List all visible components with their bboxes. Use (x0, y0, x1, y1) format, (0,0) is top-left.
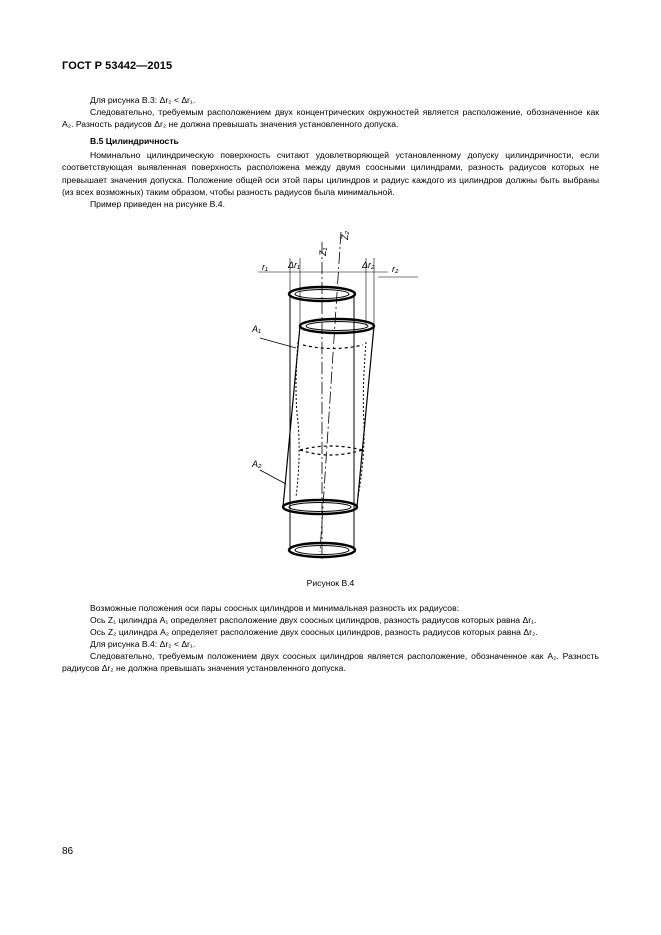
text-block-bottom (62, 602, 599, 675)
paragraph: Следовательно, требуемым положением двух соосных цилиндров является расположение, обозначенное как A₂. Разность радиусов Δr₂ не должна превышать значения установленного допуска. (62, 651, 599, 674)
a2-top-ellipse-inner (306, 322, 368, 331)
label-dr1: Δr₁ (288, 260, 300, 270)
label-a1: A₁ (252, 324, 261, 334)
document-header: ГОСТ Р 53442—2015 (62, 60, 173, 72)
cylinder-drawing (238, 222, 438, 567)
section-heading: В.5 Цилиндричность (90, 136, 179, 147)
leader-a1 (260, 338, 296, 348)
axis-z2 (320, 232, 341, 552)
paragraph: Номинально цилиндрическую поверхность считают удовлетворяющей установленному допуску цилиндричности, если соответствующая выявленная поверхность расположена между двумя соосными цилиндрами, разность радиусов которых не превышает значения допуска. Положение общей оси этой пары цилиндров и радиус каждого из цилиндров должны быть выбраны (из всех возможных) таким образом, чтобы разность радиусов была минимальной. (62, 150, 599, 197)
paragraph: Для рисунка В.4: Δr₂ < Δr₁. (90, 639, 196, 650)
label-r1: r₁ (262, 262, 268, 272)
surface-lower-section-back (300, 446, 362, 450)
label-z2: Z₂ (340, 231, 350, 240)
paragraph: Ось Z₂ цилиндра A₂ определяет расположение двух соосных цилиндров, разность радиусов которых равна Δr₂. (90, 627, 538, 638)
text-block-top (62, 94, 599, 210)
paragraph: Следовательно, требуемым расположением двух концентрических окружностей является расположение, обозначенное как A₂. Разность радиусов Δr₂ не должна превышать значения установленного допуска. (62, 107, 599, 130)
paragraph: Ось Z₁ цилиндра A₁ определяет расположение двух соосных цилиндров, разность радиусов которых равна Δr₁. (90, 615, 537, 626)
paragraph: Пример приведен на рисунке В.4. (90, 198, 225, 209)
label-r2: r₂ (392, 264, 399, 274)
label-a2: A₂ (252, 459, 262, 469)
leader-a2 (260, 470, 286, 484)
surface-lower-section-front (300, 450, 362, 455)
paragraph: Для рисунка В.3: Δr₂ < Δr₁. (90, 95, 196, 105)
cylinder-a2-left (283, 326, 300, 507)
figure-b4-cylinders (238, 222, 438, 567)
page-number: 86 (62, 846, 74, 857)
paragraph: Возможные положения оси пары соосных цилиндров и минимальная разность их радиусов: (90, 603, 460, 613)
figure-caption: Рисунок В.4 (306, 578, 355, 588)
label-z1: Z₁ (318, 247, 328, 256)
cylinder-a2-right (357, 326, 374, 507)
label-dr2: Δr₂ (362, 260, 375, 270)
a2-bottom-ellipse-inner (289, 503, 351, 512)
